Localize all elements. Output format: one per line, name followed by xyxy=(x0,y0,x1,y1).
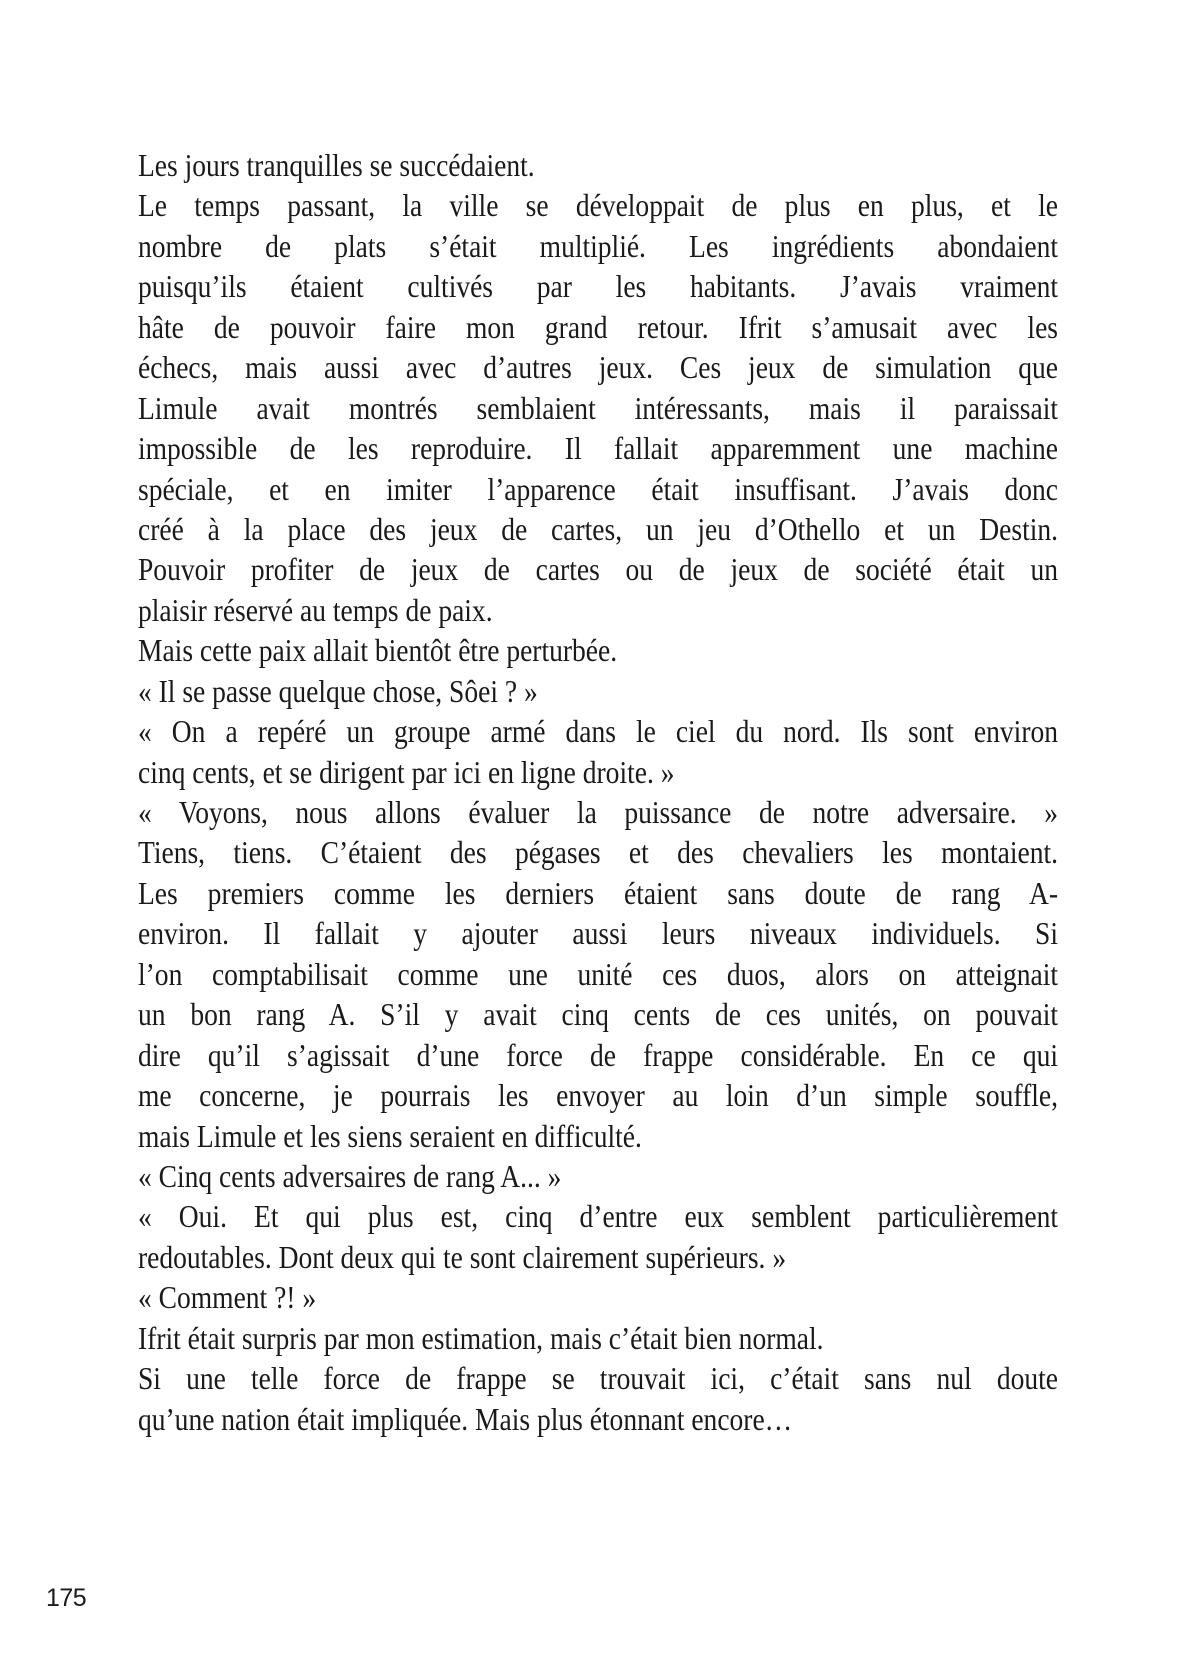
text-line xyxy=(138,307,1058,347)
text-line-content: environ. Il fallait y ajouter aussi leurs niveaux individuels. Si xyxy=(138,915,1059,952)
text-line xyxy=(138,792,1058,832)
text-line xyxy=(138,145,1058,185)
text-line-content: me concerne, je pourrais les envoyer au loin d’un simple souffle, xyxy=(138,1077,1059,1114)
text-line xyxy=(138,1075,1058,1115)
text-line xyxy=(138,266,1058,306)
text-line-content: redoutables. Dont deux qui te sont clairement supérieurs. » xyxy=(138,1238,787,1275)
text-line-content: plaisir réservé au temps de paix. xyxy=(138,591,493,628)
text-line xyxy=(138,671,1058,711)
text-line-content: nombre de plats s’était multiplié. Les ingrédients abondaient xyxy=(138,227,1059,264)
text-line xyxy=(138,428,1058,468)
text-line xyxy=(138,226,1058,266)
text-line xyxy=(138,185,1058,225)
text-line-content: mais Limule et les siens seraient en difficulté. xyxy=(138,1117,642,1154)
text-line xyxy=(138,590,1058,630)
text-line xyxy=(138,1318,1058,1358)
text-line xyxy=(138,549,1058,589)
text-line-content: « Cinq cents adversaires de rang A... » xyxy=(138,1157,562,1194)
body-text xyxy=(138,145,1058,1439)
page-number: 175 xyxy=(46,1584,87,1612)
text-line-content: Pouvoir profiter de jeux de cartes ou de jeux de société était un xyxy=(138,551,1059,588)
text-line-content: hâte de pouvoir faire mon grand retour. Ifrit s’amusait avec les xyxy=(138,308,1059,345)
text-line-content: échecs, mais aussi avec d’autres jeux. Ces jeux de simulation que xyxy=(138,349,1059,386)
text-line-content: « Il se passe quelque chose, Sôei ? » xyxy=(138,672,538,709)
text-line-content: créé à la place des jeux de cartes, un jeu d’Othello et un Destin. xyxy=(138,510,1059,547)
text-line xyxy=(138,954,1058,994)
text-line xyxy=(138,994,1058,1034)
text-line xyxy=(138,711,1058,751)
text-line xyxy=(138,1156,1058,1196)
text-line-content: Le temps passant, la ville se développait de plus en plus, et le xyxy=(138,187,1059,224)
text-line-content: Limule avait montrés semblaient intéressants, mais il paraissait xyxy=(138,389,1059,426)
text-line xyxy=(138,347,1058,387)
text-line xyxy=(138,1358,1058,1398)
text-line-content: Les jours tranquilles se succédaient. xyxy=(138,147,535,183)
text-line-content: Les premiers comme les derniers étaient sans doute de rang A- xyxy=(138,874,1059,911)
text-line xyxy=(138,469,1058,509)
text-line-content: « Oui. Et qui plus est, cinq d’entre eux semblent particulièrement xyxy=(138,1198,1059,1235)
text-line-content: cinq cents, et se dirigent par ici en ligne droite. » xyxy=(138,753,675,790)
text-line-content: « Voyons, nous allons évaluer la puissance de notre adversaire. » xyxy=(138,794,1059,830)
text-line-content: Mais cette paix allait bientôt être perturbée. xyxy=(138,632,618,669)
text-line-content: dire qu’il s’agissait d’une force de frappe considérable. En ce qui xyxy=(138,1036,1059,1073)
text-line xyxy=(138,509,1058,549)
text-line xyxy=(138,1237,1058,1277)
text-line-content: un bon rang A. S’il y avait cinq cents de ces unités, on pouvait xyxy=(138,996,1059,1033)
text-line xyxy=(138,1277,1058,1317)
text-line xyxy=(138,913,1058,953)
text-line xyxy=(138,388,1058,428)
text-line-content: « On a repéré un groupe armé dans le ciel du nord. Ils sont environ xyxy=(138,713,1059,750)
text-line-content: Si une telle force de frappe se trouvait ici, c’était sans nul doute xyxy=(138,1360,1059,1397)
text-line xyxy=(138,1196,1058,1236)
text-line-content: « Comment ?! » xyxy=(138,1279,317,1316)
text-line-content: Ifrit était surpris par mon estimation, mais c’était bien normal. xyxy=(138,1319,824,1356)
text-line xyxy=(138,832,1058,872)
text-line-content: l’on comptabilisait comme une unité ces duos, alors on atteignait xyxy=(138,955,1059,992)
text-line xyxy=(138,873,1058,913)
text-line xyxy=(138,1035,1058,1075)
text-line xyxy=(138,630,1058,670)
text-line-content: puisqu’ils étaient cultivés par les habitants. J’avais vraiment xyxy=(138,268,1059,305)
text-line xyxy=(138,752,1058,792)
text-line xyxy=(138,1116,1058,1156)
text-line xyxy=(138,1399,1058,1439)
text-line-content: Tiens, tiens. C’étaient des pégases et des chevaliers les montaient. xyxy=(138,834,1059,871)
text-line-content: impossible de les reproduire. Il fallait apparemment une machine xyxy=(138,430,1059,467)
text-line-content: qu’une nation était impliquée. Mais plus étonnant encore… xyxy=(138,1400,793,1437)
text-line-content: spéciale, et en imiter l’apparence était insuffisant. J’avais donc xyxy=(138,470,1059,507)
